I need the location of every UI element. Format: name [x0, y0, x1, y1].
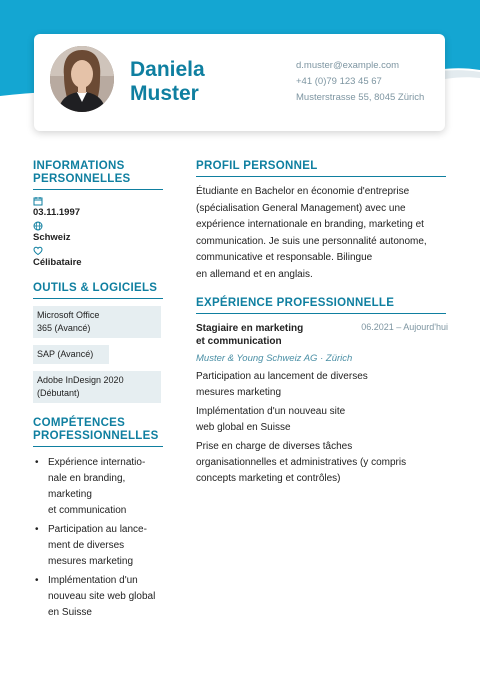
tools-heading: OUTILS & LOGICIELS	[33, 282, 163, 299]
left-column	[33, 160, 163, 624]
nationality-text: Schweiz	[33, 232, 71, 243]
personal-info-heading-line1: INFORMATIONS	[33, 160, 125, 172]
profile-heading: PROFIL PERSONNEL	[196, 160, 446, 177]
job-header	[196, 322, 446, 350]
marital-status-text: Célibataire	[33, 257, 82, 268]
job-task: Prise en charge de diverses tâches organisationnelles et administratives (y compris concepts marketing et contrôles)	[196, 441, 407, 484]
skill-item: • Participation au lance- ment de diverses mesures marketing	[33, 522, 163, 570]
phone-text[interactable]: +41 (0)79 123 45 67	[296, 76, 382, 87]
header-card	[34, 34, 445, 131]
skills-heading	[33, 417, 163, 447]
skill-item: • Implémentation d'un nouveau site web global en Suisse	[33, 573, 163, 621]
last-name: Muster	[130, 82, 199, 105]
personal-info-list	[33, 196, 163, 269]
tools-list	[33, 306, 163, 403]
tool-item: SAP (Avancé)	[33, 345, 109, 364]
tool-item: Microsoft Office 365 (Avancé)	[33, 306, 161, 338]
job-title: Stagiaire en marketing et communication	[196, 323, 304, 347]
tool-item: Adobe InDesign 2020 (Débutant)	[33, 371, 161, 403]
email-text[interactable]: d.muster@example.com	[296, 60, 400, 71]
portrait-image	[50, 46, 114, 112]
personal-info-heading	[33, 160, 163, 190]
calendar-icon	[33, 196, 43, 206]
job-task: Implémentation d'un nouveau site web global en Suisse	[196, 406, 346, 433]
profile-text: Étudiante en Bachelor en économie d'entreprise (spécialisation General Management) avec une expérience internationale en branding, marketing et communication. Je suis une personnalité autonome, communicative et responsable. Bilingue en allemand et en anglais.	[196, 186, 427, 280]
personal-info-heading-line2: PERSONNELLES	[33, 173, 131, 185]
job-task: Participation au lancement de diverses mesures marketing	[196, 371, 368, 398]
globe-icon	[33, 221, 43, 231]
right-column	[196, 160, 446, 487]
first-name: Daniela	[130, 58, 205, 81]
job-company: Muster & Young Schweiz AG · Zürich	[196, 353, 353, 364]
marital-status-item	[33, 246, 163, 269]
heart-icon	[33, 246, 43, 256]
birthdate-text: 03.11.1997	[33, 207, 81, 218]
contact-block	[296, 58, 424, 106]
candidate-name	[130, 58, 260, 106]
skills-heading-line2: PROFESSIONNELLES	[33, 430, 159, 442]
job-date: 06.2021 – Aujourd'hui	[361, 322, 448, 332]
experience-heading: EXPÉRIENCE PROFESSIONNELLE	[196, 297, 446, 314]
address-text: Musterstrasse 55, 8045 Zürich	[296, 92, 425, 103]
birthdate-item	[33, 196, 163, 219]
nationality-item	[33, 221, 163, 244]
profile-photo	[50, 46, 114, 112]
skills-list	[33, 455, 163, 621]
skill-item: • Expérience internatio- nale en branding, marketing et communication	[33, 455, 163, 519]
skills-heading-line1: COMPÉTENCES	[33, 417, 126, 429]
